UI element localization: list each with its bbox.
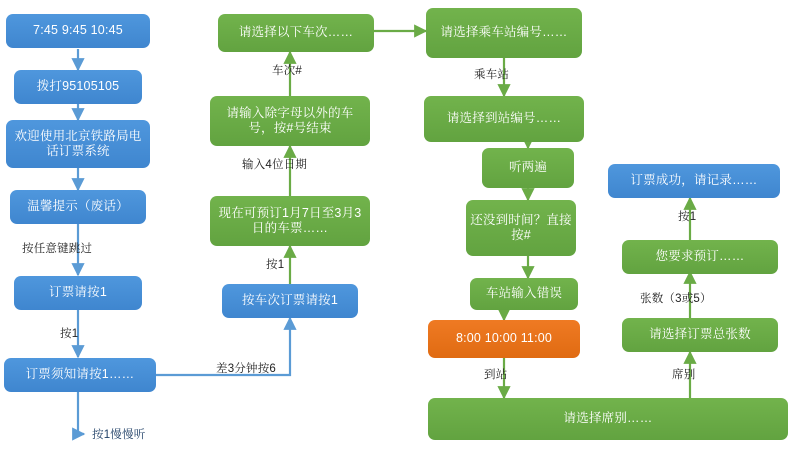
node-select-ticket-count[interactable]: 请选择订票总张数 xyxy=(622,318,778,352)
node-listen-twice[interactable]: 听两遍 xyxy=(482,148,574,188)
node-book-by-train-number[interactable]: 按车次订票请按1 xyxy=(222,284,358,318)
edge-label-skip-any-key: 按任意键跳过 xyxy=(22,243,93,255)
node-press-hash-skip[interactable]: 还没到时间？直接按# xyxy=(466,200,576,256)
node-confirm-booking[interactable]: 您要求预订…… xyxy=(622,240,778,274)
node-departure-times[interactable]: 8:00 10:00 11:00 xyxy=(428,320,580,358)
node-select-train[interactable]: 请选择以下车次…… xyxy=(218,14,374,52)
node-booking-success[interactable]: 订票成功，请记录…… xyxy=(608,164,780,198)
edge-label-press-1-confirm: 按1 xyxy=(678,211,697,223)
node-select-seat-class[interactable]: 请选择席别…… xyxy=(428,398,788,440)
edge-label-3min-press-6: 差3分钟按6 xyxy=(216,363,276,375)
node-book-press-1[interactable]: 订票请按1 xyxy=(14,276,142,310)
edge-label-seat-class: 席别 xyxy=(672,369,696,381)
edge-label-ticket-count: 张数（3或5） xyxy=(640,293,712,305)
edge-label-press-1-train: 按1 xyxy=(266,259,285,271)
node-bookable-date-range[interactable]: 现在可预订1月7日至3月3日的车票…… xyxy=(210,196,370,246)
edge-label-press-1-listen-slowly: 按1慢慢听 xyxy=(92,429,146,441)
node-enter-train-number[interactable]: 请输入除字母以外的车号，按#号结束 xyxy=(210,96,370,146)
node-select-arrival-station[interactable]: 请选择到站编号…… xyxy=(424,96,584,142)
node-warm-tips[interactable]: 温馨提示（废话） xyxy=(10,190,146,224)
edge-label-arrival-station: 到站 xyxy=(484,369,508,381)
node-dial-number[interactable]: 拨打95105105 xyxy=(14,70,142,104)
node-start-times[interactable]: 7:45 9:45 10:45 xyxy=(6,14,150,48)
node-welcome-message[interactable]: 欢迎使用北京铁路局电话订票系统 xyxy=(6,120,150,168)
edge-label-train-number-hash: 车次# xyxy=(272,65,302,77)
edge-label-enter-4-digit-date: 输入4位日期 xyxy=(242,159,308,171)
edge-label-press-1-notice: 按1 xyxy=(60,328,79,340)
node-station-input-error[interactable]: 车站输入错误 xyxy=(470,278,578,310)
node-select-boarding-station[interactable]: 请选择乘车站编号…… xyxy=(426,8,582,58)
node-booking-notice[interactable]: 订票须知请按1…… xyxy=(4,358,156,392)
edge-label-boarding-station: 乘车站 xyxy=(474,69,510,81)
